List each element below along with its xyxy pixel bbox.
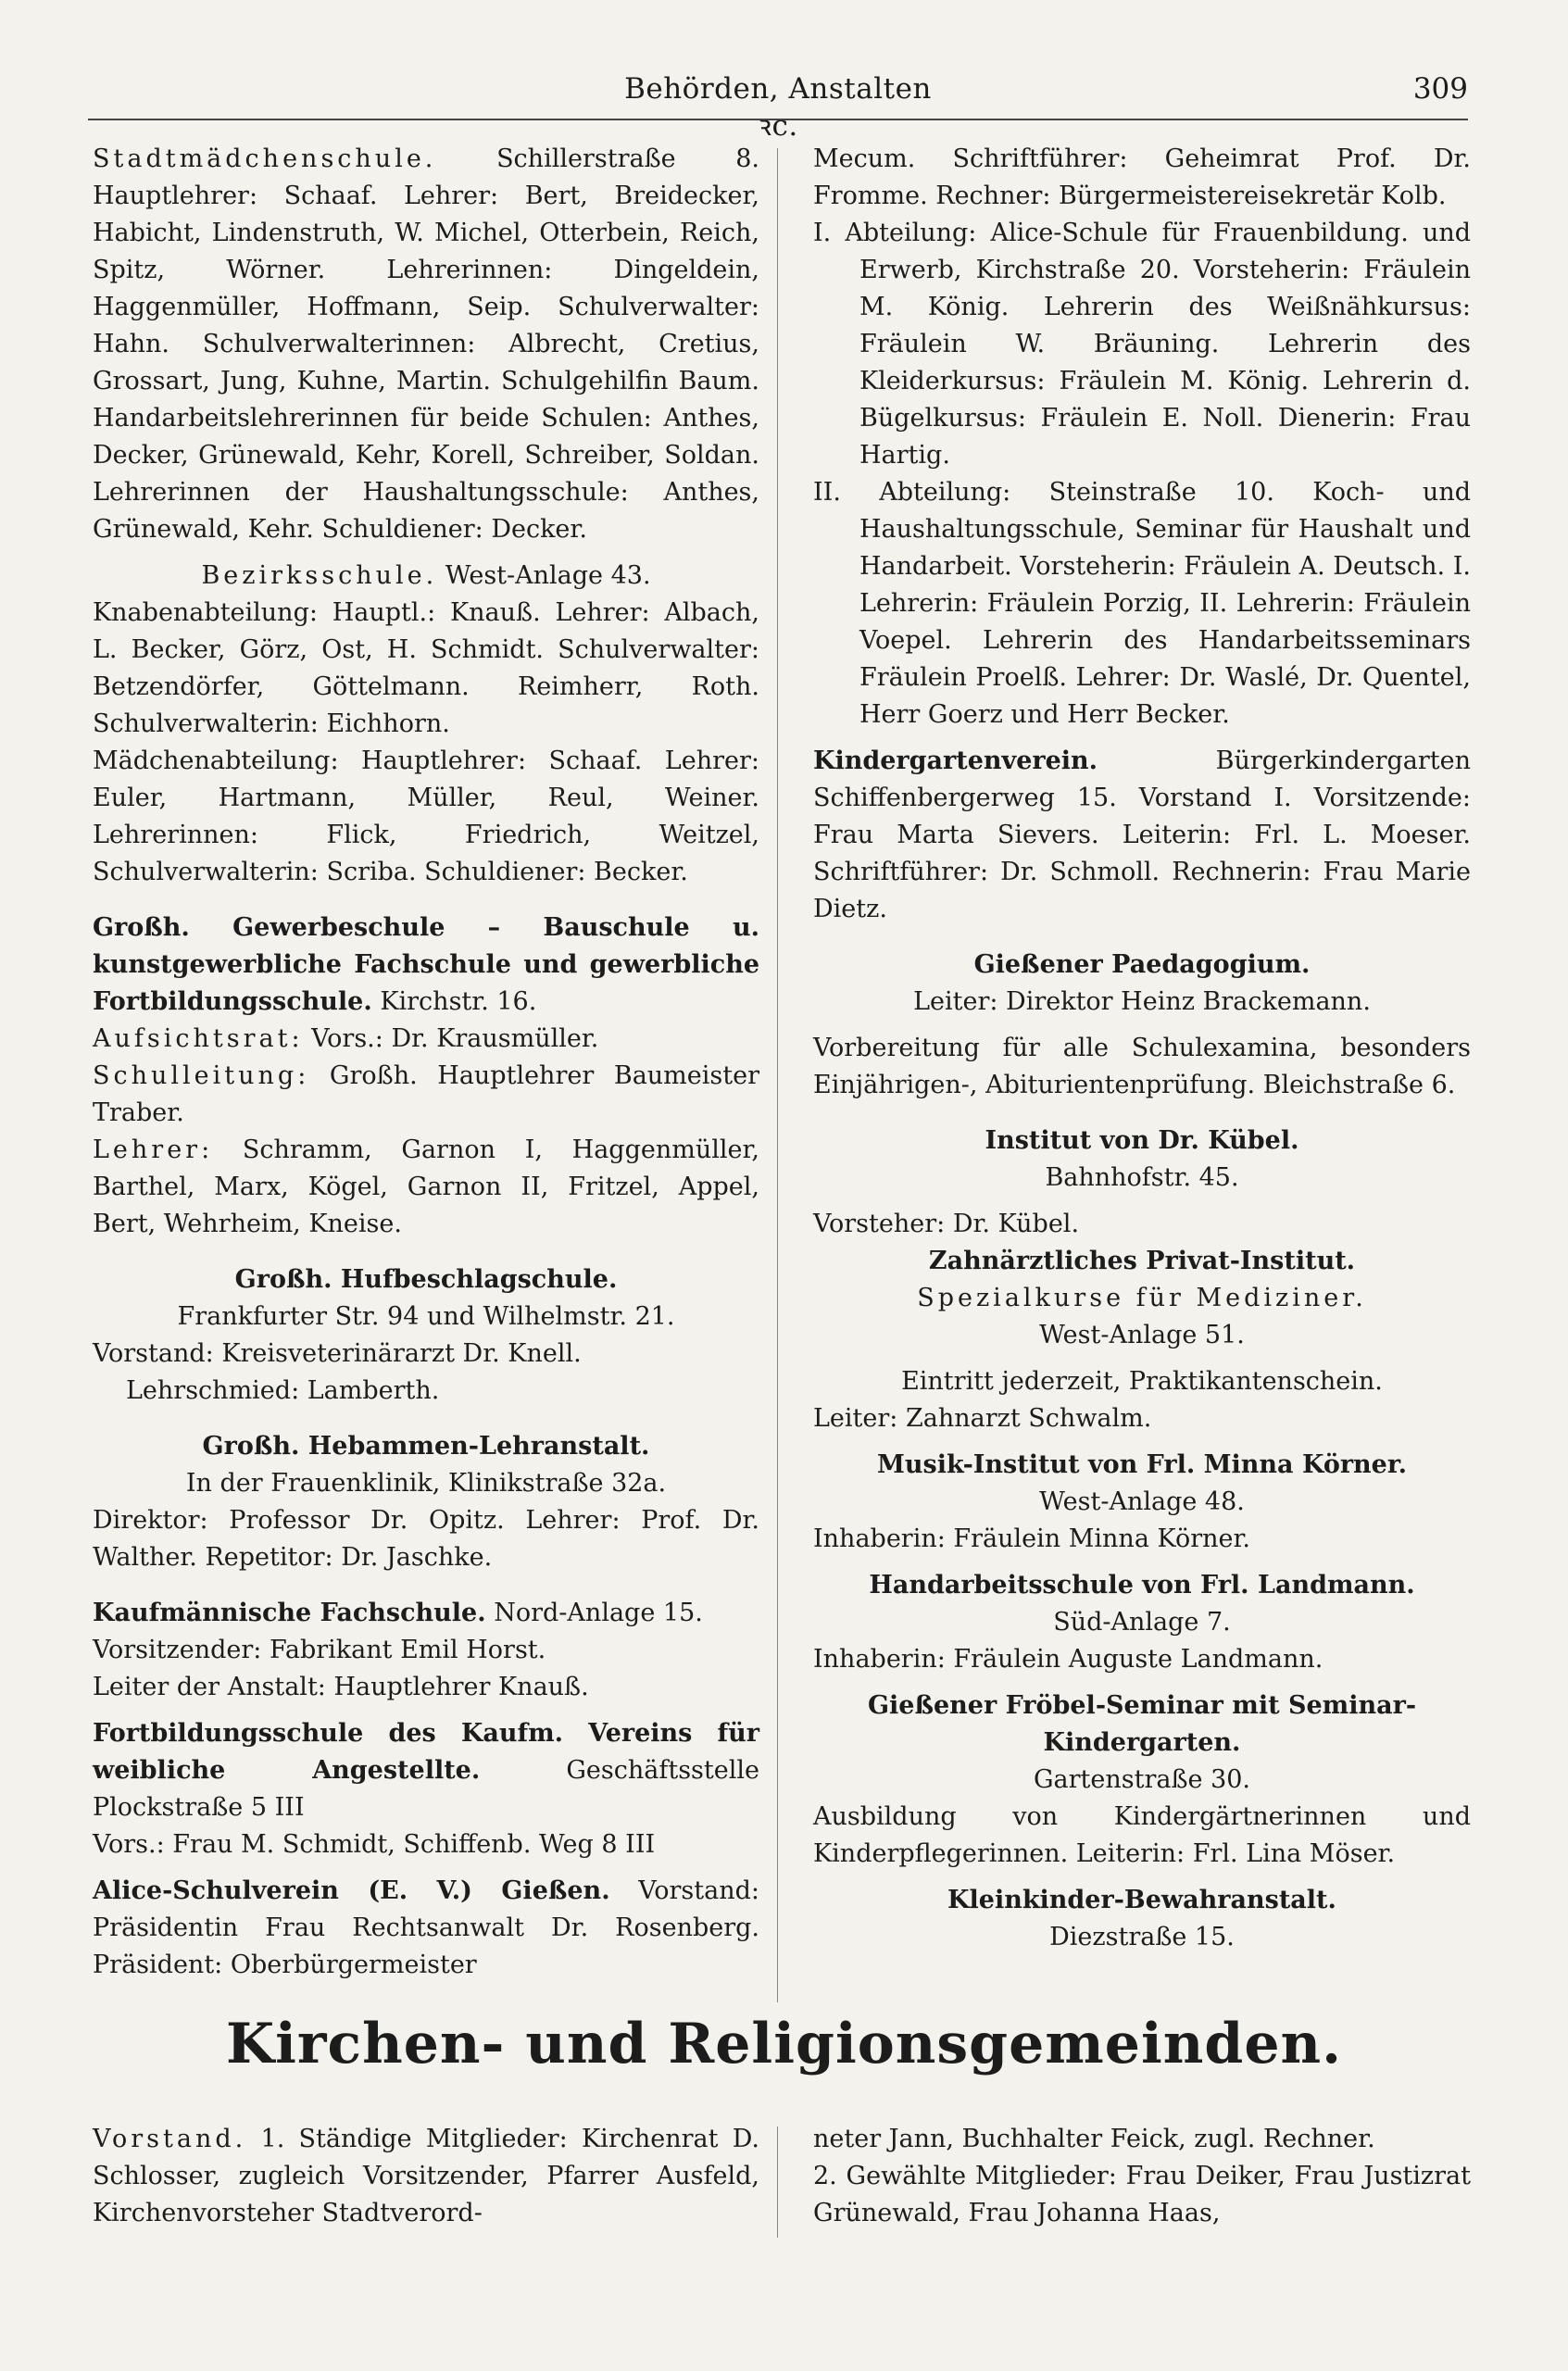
froebel-title: Gießener Fröbel-Seminar mit Seminar-Kindergarten. <box>867 1691 1417 1757</box>
page-number: 309 <box>1412 72 1468 106</box>
bezirksschule-knaben: Knabenabteilung: Hauptl.: Knauß. Lehrer: Albach, L. Becker, Görz, Ost, H. Schmidt. Schulverwalter: Betzendörfer, Göttelmann. Reimherr, Roth. Schulverwalterin: Eichhorn. <box>93 598 759 738</box>
aufsichtsrat-label: Aufsichtsrat: <box>93 1024 304 1053</box>
paedagogium-text: Vorbereitung für alle Schulexamina, besonders Einjährigen-, Abiturientenprüfung. Bleichstraße 6. <box>813 1034 1471 1099</box>
kaufmaennische-leiter: Leiter der Anstalt: Hauptlehrer Knauß. <box>93 1673 589 1701</box>
kindergartenverein-text: Bürgerkindergarten Schiffenbergerweg 15. Vorstand I. Vorsitzende: Frau Marta Sievers. Leiterin: Frl. L. Moeser. Schriftführer: Dr. Schmoll. Rechnerin: Frau Marie Dietz. <box>813 746 1471 923</box>
musik-address: West-Anlage 48. <box>1039 1487 1245 1516</box>
fortbildungsschule-title: Fortbildungsschule des Kaufm. Vereins für weibliche Angestellte. <box>93 1719 759 1785</box>
schulleitung-text: Großh. Hauptlehrer Baumeister Traber. <box>93 1061 759 1127</box>
hufbeschlagschule-address: Frankfurter Str. 94 und Wilhelmstr. 21. <box>177 1302 675 1331</box>
zahnaerztlich-title: Zahnärztliches Privat-Institut. <box>928 1247 1356 1275</box>
bezirksschule-address: West-Anlage 43. <box>445 561 651 590</box>
gewerbeschule-schulleitung <box>93 1058 759 1132</box>
kindergartenverein-entry <box>813 743 1471 928</box>
hufbeschlagschule-title: Großh. Hufbeschlagschule. <box>234 1265 618 1294</box>
froebel-text: Ausbildung von Kindergärtnerinnen und Kinderpflegerinnen. Leiterin: Frl. Lina Möser. <box>813 1802 1471 1868</box>
kuebel-title: Institut von Dr. Kübel. <box>985 1126 1299 1155</box>
paedagogium-title: Gießener Paedagogium. <box>973 950 1311 979</box>
zahnaerztlich-leiter: Leiter: Zahnarzt Schwalm. <box>813 1404 1152 1433</box>
kuebel-vorsteher: Vorsteher: Dr. Kübel. <box>813 1210 1080 1238</box>
lehrer-label: Lehrer: <box>93 1135 214 1164</box>
bottom-right-column <box>813 2121 1471 2232</box>
alice-abteilung-2: II. Abteilung: Steinstraße 10. Koch- und Haushaltungsschule, Seminar für Haushalt und Handarbeit. Vorsteherin: Fräulein A. Deutsch. I. Lehrerin: Fräulein Porzig, II. Lehrerin: Fräulein Voepel. Lehrerin des Handarbeitsseminars Fräulein Proelß. Lehrer: Dr. Waslé, Dr. Quentel, Herr Goerz und Herr Becker. <box>813 478 1471 729</box>
alice-verein-continued: Mecum. Schriftführer: Geheimrat Prof. Dr. Fromme. Rechner: Bürgermeistereisekretär Kolb. <box>813 144 1471 210</box>
kirchen-vorstand-label: Vorstand. <box>93 2125 247 2153</box>
bottom-left-column <box>93 2121 759 2232</box>
musik-title: Musik-Institut von Frl. Minna Körner. <box>876 1450 1408 1479</box>
kindergartenverein-title: Kindergartenverein. <box>813 746 1098 775</box>
stadtmaedchenschule-text: Schillerstraße 8. Hauptlehrer: Schaaf. Lehrer: Bert, Breidecker, Habicht, Lindenstruth, W. Michel, Otterbein, Reich, Spitz, Wörner. Lehrerinnen: Dingeldein, Haggenmüller, Hoffmann, Seip. Schulverwalter: Hahn. Schulverwalterinnen: Albrecht, Cretius, Grossart, Jung, Kuhne, Martin. Schulgehilfin Baum. Handarbeitslehrerinnen für beide Schulen: Anthes, Decker, Grünewald, Kehr, Korell, Schreiber, Soldan. Lehrerinnen der Haushaltungsschule: Anthes, Grünewald, Kehr. Schuldiener: Decker. <box>93 144 759 544</box>
hufbeschlagschule-lehrschmied: Lehrschmied: Lamberth. <box>126 1376 440 1405</box>
gewerbeschule-aufsichtsrat <box>93 1021 759 1058</box>
section-title: Kirchen- und Religionsgemeinden. <box>225 2012 1343 2076</box>
paedagogium-leiter: Leiter: Direktor Heinz Brackemann. <box>913 987 1371 1016</box>
alice-verein-text: Vorstand: Präsidentin Frau Rechtsanwalt Dr. Rosenberg. Präsident: Oberbürgermeister <box>93 1876 759 1979</box>
stadtmaedchenschule-title: Stadtmädchenschule. <box>93 144 437 173</box>
froebel-address: Gartenstraße 30. <box>1033 1765 1251 1794</box>
gewerbeschule-title: Großh. Gewerbeschule – Bauschule u. kunstgewerbliche Fachschule und gewerbliche Fortbildungsschule. <box>93 913 759 1016</box>
hebammen-title: Großh. Hebammen-Lehranstalt. <box>202 1432 650 1461</box>
column-divider <box>777 148 778 2002</box>
stadtmaedchenschule-entry <box>93 141 759 548</box>
gewerbeschule-address: Kirchstr. 16. <box>380 987 537 1016</box>
zahnaerztlich-subtitle: Spezialkurse für Mediziner. <box>917 1284 1367 1312</box>
header-rule <box>88 119 1468 120</box>
hufbeschlagschule-vorstand: Vorstand: Kreisveterinärarzt Dr. Knell. <box>93 1339 582 1368</box>
hebammen-address: In der Frauenklinik, Klinikstraße 32a. <box>185 1469 667 1498</box>
hebammen-text: Direktor: Professor Dr. Opitz. Lehrer: Prof. Dr. Walther. Repetitor: Dr. Jaschke. <box>93 1506 759 1572</box>
left-column <box>93 141 759 1984</box>
kleinkinder-title: Kleinkinder-Bewahranstalt. <box>947 1886 1336 1914</box>
aufsichtsrat-text: Vors.: Dr. Krausmüller. <box>311 1024 599 1053</box>
gewerbeschule-entry <box>93 910 759 1021</box>
kirchen-vorstand-continued: neter Jann, Buchhalter Feick, zugl. Rechner. <box>813 2125 1375 2153</box>
alice-abteilung-1: I. Abteilung: Alice-Schule für Frauenbildung. und Erwerb, Kirchstraße 20. Vorsteherin: Fräulein M. König. Lehrerin des Weißnähkursus: Fräulein W. Bräuning. Lehrerin des Kleiderkursus: Fräulein M. König. Lehrerin d. Bügelkursus: Fräulein E. Noll. Dienerin: Frau Hartig. <box>813 219 1471 470</box>
kaufmaennische-vorsitzender: Vorsitzender: Fabrikant Emil Horst. <box>93 1636 546 1664</box>
alice-verein-entry <box>93 1873 759 1984</box>
lehrer-text: Schramm, Garnon I, Haggenmüller, Barthel, Marx, Kögel, Garnon II, Fritzel, Appel, Bert, Wehrheim, Kneise. <box>93 1135 759 1238</box>
kuebel-address: Bahnhofstr. 45. <box>1045 1163 1239 1192</box>
kaufmaennische-address: Nord-Anlage 15. <box>494 1599 703 1627</box>
right-column <box>813 141 1471 1956</box>
kleinkinder-address: Diezstraße 15. <box>1049 1923 1235 1951</box>
gewerbeschule-lehrer <box>93 1132 759 1243</box>
schulleitung-label: Schulleitung: <box>93 1061 310 1090</box>
zahnaerztlich-address: West-Anlage 51. <box>1039 1321 1245 1349</box>
handarbeit-address: Süd-Anlage 7. <box>1053 1608 1231 1637</box>
bezirksschule-heading <box>93 558 759 595</box>
running-header: Behörden, Anstalten ꝛc. <box>624 72 932 143</box>
handarbeit-inhaberin: Inhaberin: Fräulein Auguste Landmann. <box>813 1645 1323 1674</box>
kirchen-vorstand-entry <box>93 2121 759 2232</box>
bottom-column-divider <box>777 2126 778 2238</box>
fortbildungsschule-entry <box>93 1715 759 1826</box>
bezirksschule-title: Bezirksschule. <box>201 561 438 590</box>
handarbeit-title: Handarbeitsschule von Frl. Landmann. <box>869 1571 1415 1599</box>
fortbildungsschule-vors: Vors.: Frau M. Schmidt, Schiffenb. Weg 8 III <box>93 1830 656 1859</box>
alice-verein-title: Alice-Schulverein (E. V.) Gießen. <box>93 1876 610 1905</box>
kaufmaennische-entry <box>93 1595 759 1632</box>
kirchen-gewaehlte-mitglieder: 2. Gewählte Mitglieder: Frau Deiker, Frau Justizrat Grünewald, Frau Johanna Haas, <box>813 2162 1471 2227</box>
kaufmaennische-title: Kaufmännische Fachschule. <box>93 1599 486 1627</box>
zahnaerztlich-eintritt: Eintritt jederzeit, Praktikantenschein. <box>901 1367 1383 1396</box>
fortbildungsschule-address: Geschäftsstelle Plockstraße 5 III <box>93 1756 759 1822</box>
bezirksschule-maedchen: Mädchenabteilung: Hauptlehrer: Schaaf. Lehrer: Euler, Hartmann, Müller, Reul, Weiner. Lehrerinnen: Flick, Friedrich, Weitzel, Schulverwalterin: Scriba. Schuldiener: Becker. <box>93 746 759 886</box>
kirchen-vorstand-text: 1. Ständige Mitglieder: Kirchenrat D. Schlosser, zugleich Vorsitzender, Pfarrer Ausfeld, Kirchenvorsteher Stadtverord- <box>93 2125 759 2227</box>
musik-inhaberin: Inhaberin: Fräulein Minna Körner. <box>813 1524 1250 1553</box>
